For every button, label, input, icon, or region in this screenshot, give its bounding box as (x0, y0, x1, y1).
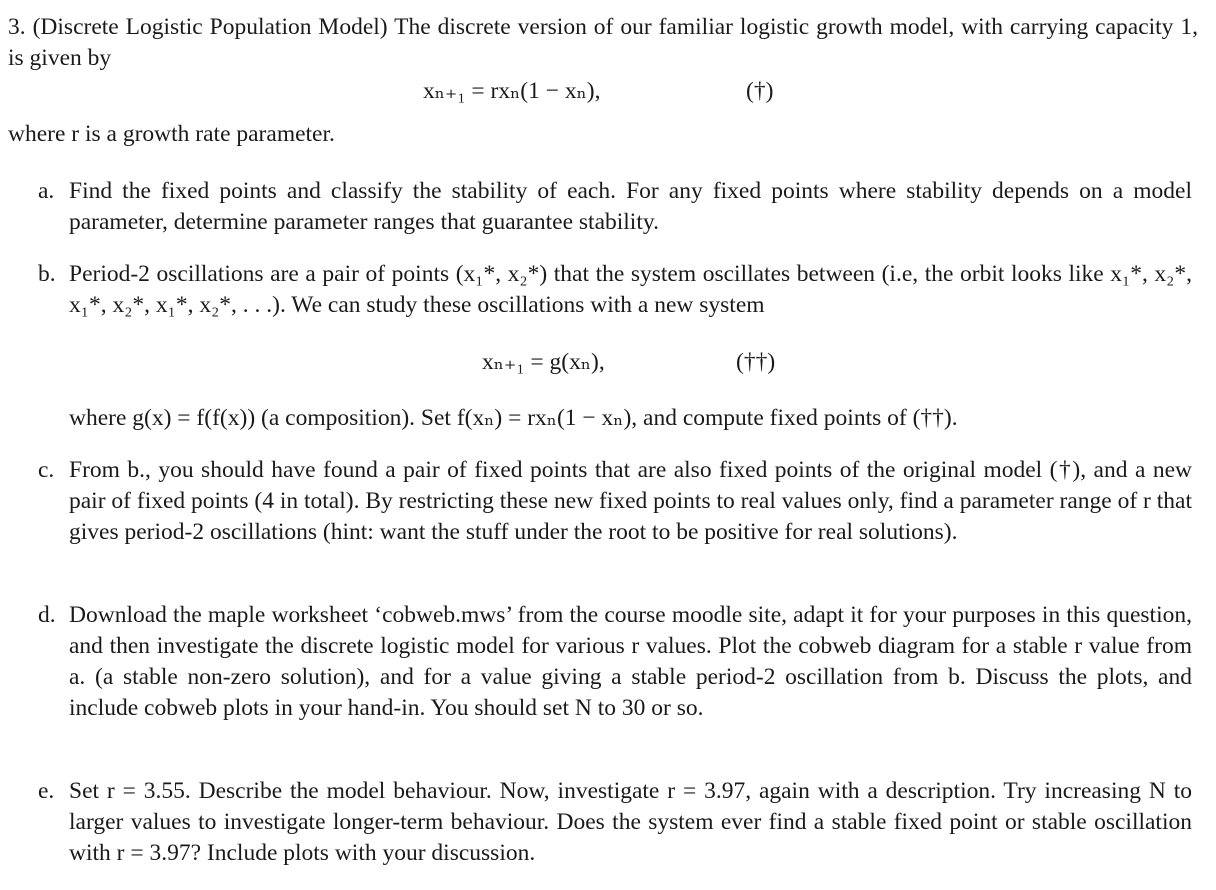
problem-number: 3. (8, 14, 26, 40)
part-text: Find the fixed points and classify the stability of each. For any fixed points where stability depends on a model parameter, determine parameter ranges that guarantee stability. (69, 178, 1192, 235)
part-label: d. (38, 602, 56, 628)
equation-double-dagger: xₙ₊₁ = g(xₙ), (482, 349, 605, 375)
part-text: Period-2 oscillations are a pair of points (x₁*, x₂*) that the system oscillates between (i.e, the orbit looks like x₁*, x₂*, x₁*, x₂*, x₁*, x₂*, . . .). We can study these oscillations with a new system (69, 261, 1192, 318)
part-text: Download the maple worksheet ‘cobweb.mws’ from the course moodle site, adapt it for your purposes in this question, and then investigate the discrete logistic model for various r values. Plot the cobweb diagram for a stable r value from a. (a stable non-zero solution), and for a value giving a stable period-2 oscillation from b. Discuss the plots, and include cobweb plots in your hand-in. You should set N to 30 or so. (69, 602, 1192, 721)
part-a (38, 176, 1192, 238)
part-b (38, 259, 1192, 321)
part-b-after-text: where g(x) = f(f(x)) (a composition). Set f(xₙ) = rxₙ(1 − xₙ), and compute fixed points of (††). (69, 405, 958, 431)
part-text: Set r = 3.55. Describe the model behaviour. Now, investigate r = 3.97, again with a description. Try increasing N to larger values to investigate longer-term behaviour. Does the system ever find a stable fixed point or stable oscillation with r = 3.97? Include plots with your discussion. (69, 778, 1192, 866)
equation-dagger (423, 76, 600, 107)
problem-intro (8, 12, 1198, 74)
part-text: From b., you should have found a pair of fixed points that are also fixed points of the original model (†), and a new pair of fixed points (4 in total). By restricting these new fixed points to real values only, find a parameter range of r that gives period-2 oscillations (hint: want the stuff under the root to be positive for real solutions). (69, 457, 1192, 545)
part-e (38, 776, 1192, 869)
intro-text: The discrete version of our familiar logistic growth model, with carrying capacity 1, is given by (8, 14, 1199, 71)
part-d (38, 600, 1192, 724)
equation-dagger-tag: (†) (746, 78, 774, 104)
part-label: b. (38, 261, 56, 287)
after-equation-text: where r is a growth rate parameter. (8, 121, 335, 147)
part-label: c. (38, 457, 55, 483)
problem-title: (Discrete Logistic Population Model) (32, 14, 388, 40)
equation-double-dagger-tag: (††) (736, 349, 776, 375)
equation-1: xₙ₊₁ = rxₙ(1 − xₙ), (423, 78, 601, 104)
part-c (38, 455, 1192, 548)
part-label: e. (38, 778, 55, 804)
part-label: a. (38, 178, 55, 204)
